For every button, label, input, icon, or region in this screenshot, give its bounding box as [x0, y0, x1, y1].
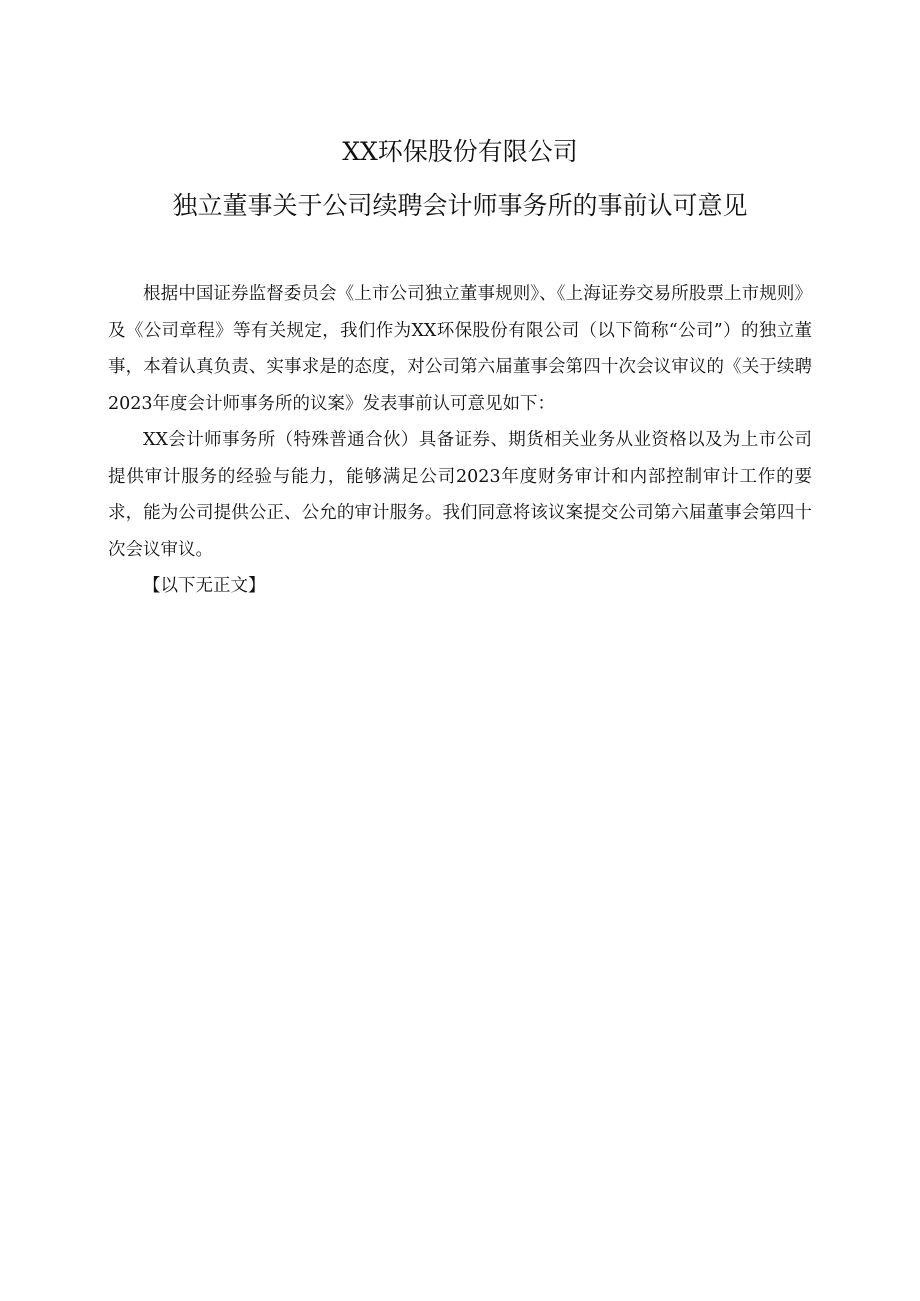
end-of-text-marker: 【以下无正文】 [143, 576, 266, 596]
title-block [0, 132, 920, 226]
body-paragraph: 根据中国证券监督委员会《上市公司独立董事规则》、《上海证券交易所股票上市规则》及《公司章程》等有关规定，我们作为XX环保股份有限公司（以下简称“公司”）的独立董事，本着认真负责、实事求是的态度，对公司第六届董事会第四十次会议审议的《关于续聘2023年度会计师事务所的议案》发表事前认可意见如下： [108, 284, 812, 414]
document-body [108, 276, 812, 605]
body-paragraph: XX会计师事务所（特殊普通合伙）具备证券、期货相关业务从业资格以及为上市公司提供审计服务的经验与能力，能够满足公司2023年度财务审计和内部控制审计工作的要求，能为公司提供公正、公允的审计服务。我们同意将该议案提交公司第六届董事会第四十次会议审议。 [108, 430, 812, 560]
company-title: XX环保股份有限公司 [342, 137, 578, 166]
document-title: 独立董事关于公司续聘会计师事务所的事前认可意见 [172, 191, 748, 220]
